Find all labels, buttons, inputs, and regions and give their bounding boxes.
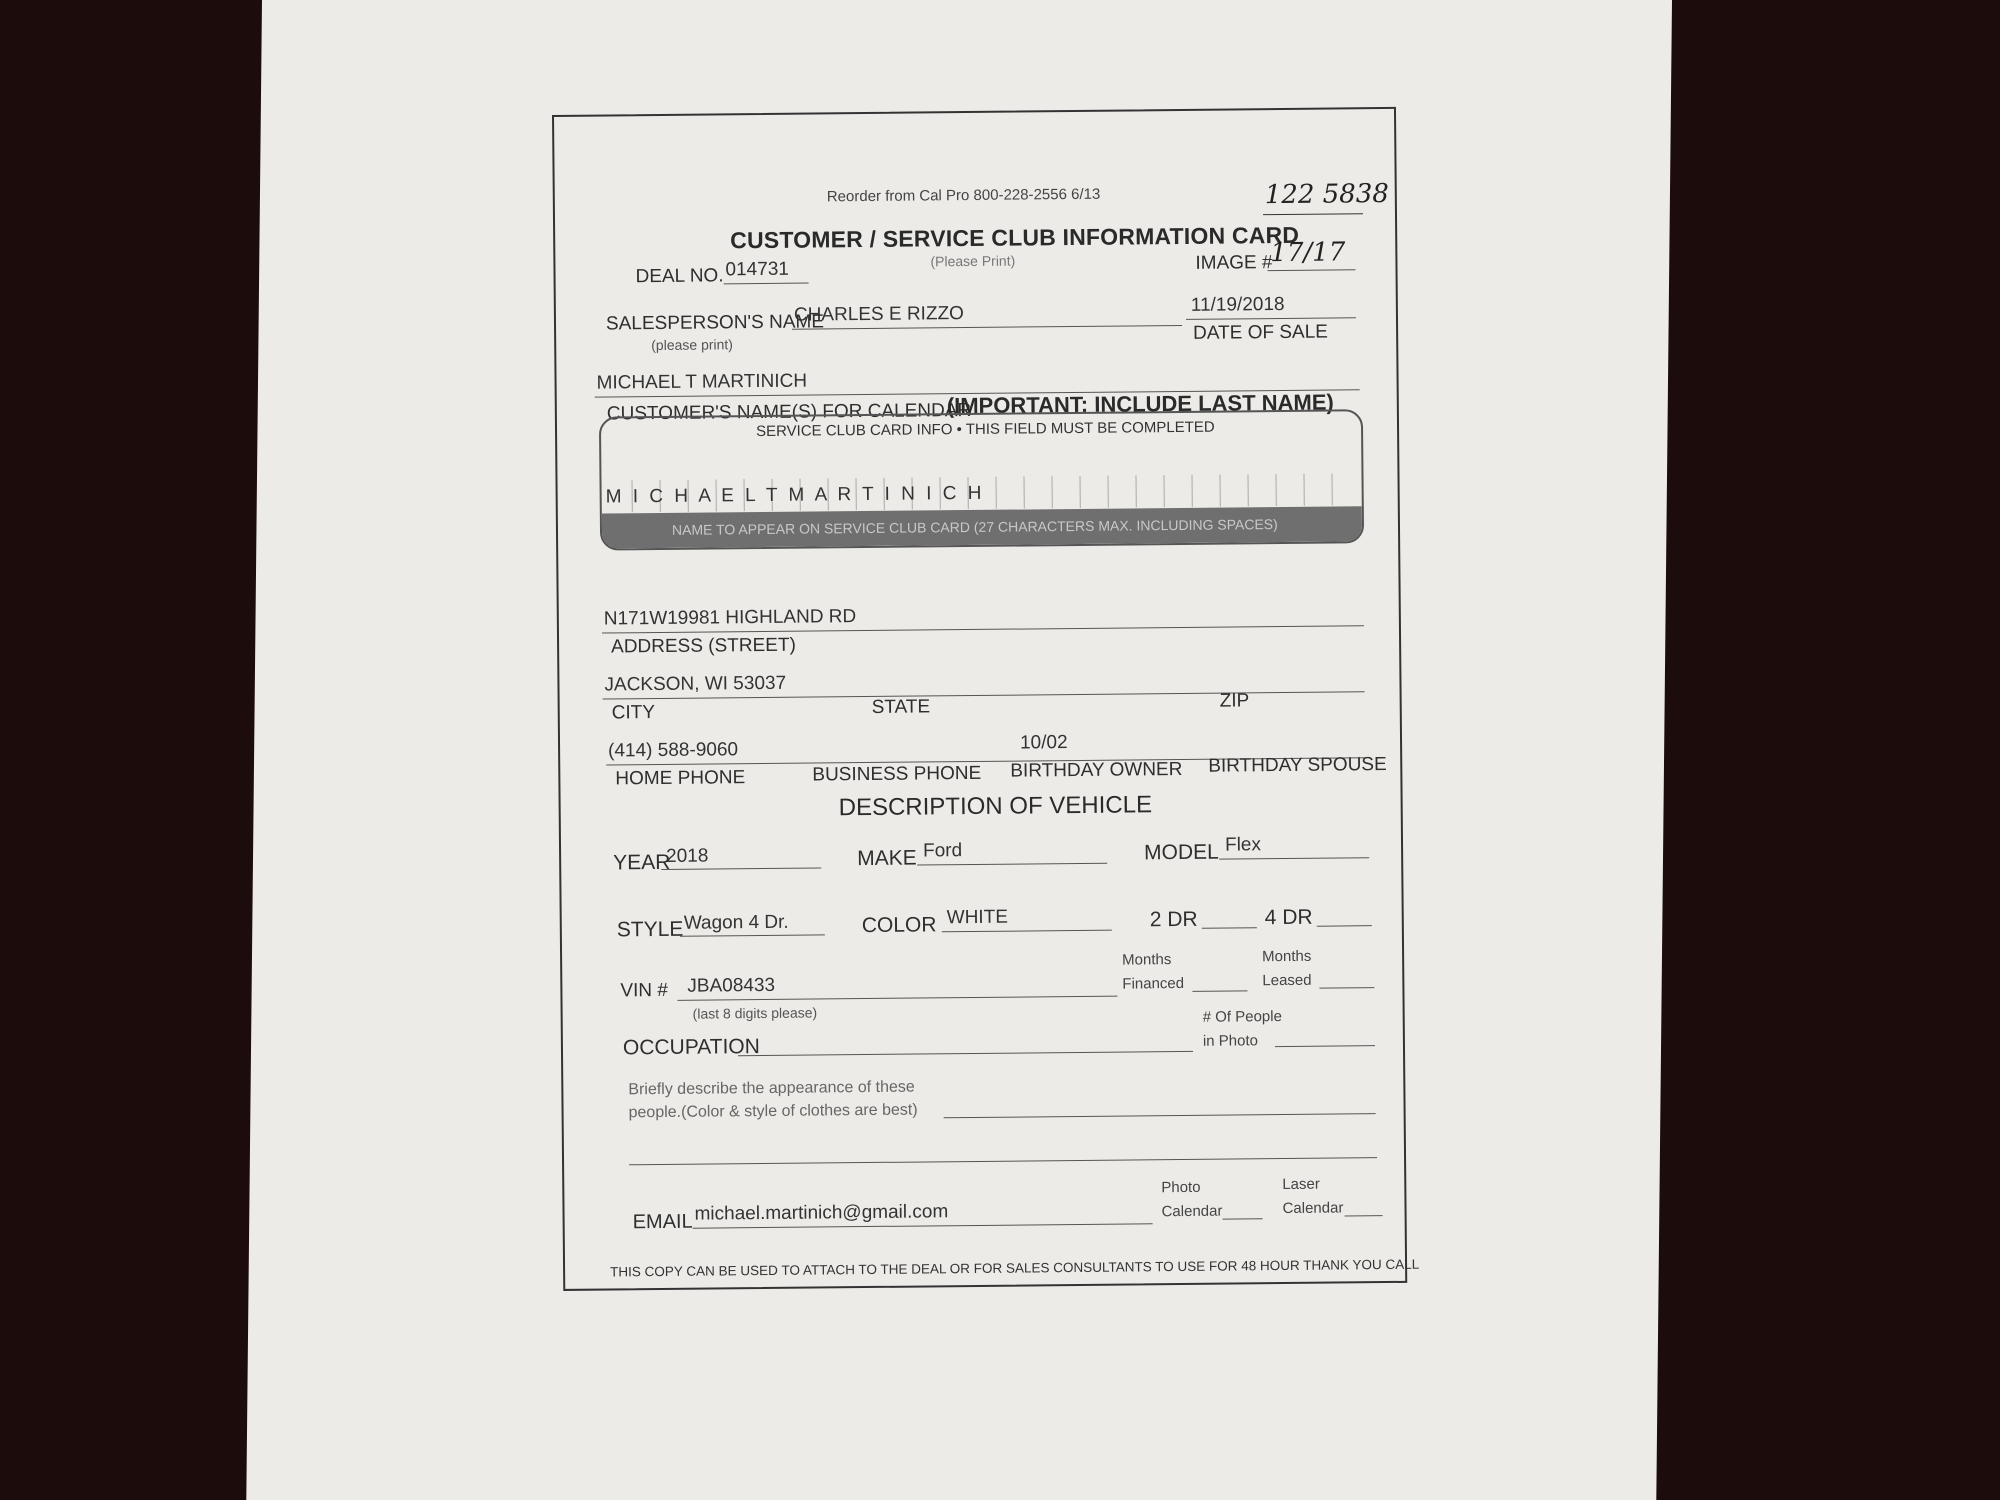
two-dr-line — [1202, 927, 1257, 929]
please-print-note: (Please Print) — [930, 252, 1016, 270]
months-leased-bottom: Leased — [1262, 971, 1312, 990]
birthday-owner-value: 10/02 — [1019, 732, 1068, 754]
vin-value: JBA08433 — [687, 974, 776, 997]
color-line — [942, 930, 1112, 933]
business-phone-label: BUSINESS PHONE — [812, 762, 982, 786]
date-of-sale-label: DATE OF SALE — [1193, 321, 1329, 344]
year-label: YEAR — [613, 850, 671, 875]
information-card — [552, 107, 1420, 1291]
deal-no-label: DEAL NO. — [635, 265, 724, 288]
vin-sub: (last 8 digits please) — [692, 1004, 818, 1022]
vehicle-heading: DESCRIPTION OF VEHICLE — [838, 791, 1153, 822]
people-in-photo-line — [1275, 1045, 1375, 1047]
describe-line-2: people.(Color & style of clothes are best) — [628, 1101, 918, 1122]
image-label: IMAGE # — [1195, 252, 1273, 274]
vin-label: VIN # — [620, 979, 669, 1002]
months-financed-line — [1192, 990, 1247, 992]
customer-name-value: MICHAEL T MARTINICH — [596, 370, 808, 394]
image-line — [1268, 269, 1356, 271]
months-financed-top: Months — [1122, 951, 1172, 969]
service-club-footer: NAME TO APPEAR ON SERVICE CLUB CARD (27 CHARACTERS MAX. INCLUDING SPACES) — [671, 516, 1278, 538]
color-label: COLOR — [861, 913, 937, 938]
important-note: (IMPORTANT: INCLUDE LAST NAME) — [946, 389, 1334, 419]
describe-extra-line — [629, 1157, 1377, 1165]
people-in-photo-top: # Of People — [1202, 1008, 1282, 1026]
salesperson-label: SALESPERSON'S NAME — [605, 311, 825, 335]
year-value: 2018 — [666, 845, 709, 867]
occupation-line — [738, 1051, 1193, 1056]
service-club-box — [599, 409, 1364, 550]
months-financed-bottom: Financed — [1122, 974, 1185, 993]
occupation-label: OCCUPATION — [622, 1035, 760, 1060]
service-club-header: SERVICE CLUB CARD INFO • THIS FIELD MUST BE COMPLETED — [755, 418, 1215, 441]
model-line — [1219, 857, 1369, 859]
address-label: ADDRESS (STREET) — [611, 634, 796, 658]
describe-line — [944, 1113, 1376, 1118]
handwritten-number: 122 5838 — [1264, 178, 1390, 211]
color-value: WHITE — [946, 906, 1009, 929]
months-leased-top: Months — [1262, 947, 1312, 966]
laser-calendar-top: Laser — [1282, 1175, 1320, 1194]
laser-calendar-line — [1345, 1215, 1383, 1216]
email-label: EMAIL — [632, 1210, 693, 1234]
describe-line-1: Briefly describe the appearance of these — [628, 1078, 915, 1099]
deal-no-value: 014731 — [725, 258, 789, 281]
style-line — [680, 934, 825, 936]
birthday-owner-label: BIRTHDAY OWNER — [1010, 758, 1183, 782]
reorder-note: Reorder from Cal Pro 800-228-2556 6/13 — [826, 185, 1101, 206]
zip-label: ZIP — [1219, 690, 1250, 712]
style-value: Wagon 4 Dr. — [683, 911, 789, 934]
home-phone-value: (414) 588-9060 — [608, 739, 739, 762]
year-line — [661, 867, 821, 870]
laser-calendar-bottom: Calendar — [1282, 1199, 1344, 1218]
customer-name-label: CUSTOMER'S NAME(S) FOR CALENDAR — [606, 399, 972, 425]
salesperson-sub: (please print) — [651, 336, 733, 354]
state-label: STATE — [871, 696, 931, 718]
make-line — [917, 863, 1107, 866]
date-of-sale-value: 11/19/2018 — [1190, 293, 1285, 316]
birthday-spouse-label: BIRTHDAY SPOUSE — [1208, 754, 1387, 777]
photo-calendar-bottom: Calendar — [1161, 1202, 1223, 1221]
address-value: N171W19981 HIGHLAND RD — [603, 606, 857, 630]
deal-no-line — [724, 283, 809, 285]
model-value: Flex — [1224, 834, 1262, 856]
home-phone-label: HOME PHONE — [615, 767, 746, 790]
photo-calendar-top: Photo — [1161, 1178, 1201, 1197]
city-label: CITY — [611, 702, 656, 724]
photo-calendar-line — [1223, 1218, 1263, 1219]
email-value: michael.martinich@gmail.com — [694, 1201, 949, 1225]
make-value: Ford — [922, 840, 963, 862]
salesperson-value: CHARLES E RIZZO — [793, 303, 965, 326]
image-value: 17/17 — [1270, 237, 1346, 269]
four-dr-line — [1317, 925, 1372, 927]
date-of-sale-line — [1186, 317, 1356, 320]
handwritten-underline — [1263, 213, 1363, 215]
city-value: JACKSON, WI 53037 — [604, 672, 787, 696]
service-club-name: M I C H A E L T M A R T I N I C H — [605, 482, 985, 508]
model-label: MODEL — [1143, 840, 1219, 865]
card-footer: THIS COPY CAN BE USED TO ATTACH TO THE DEAL OR FOR SALES CONSULTANTS TO USE FOR 48 HOUR THANK YOU CALL — [610, 1256, 1420, 1280]
people-in-photo-bottom: in Photo — [1202, 1032, 1259, 1050]
make-label: MAKE — [857, 846, 917, 871]
two-dr-label: 2 DR — [1149, 907, 1198, 932]
style-label: STYLE — [616, 917, 684, 942]
card-title: CUSTOMER / SERVICE CLUB INFORMATION CARD — [730, 221, 1300, 254]
four-dr-label: 4 DR — [1264, 905, 1313, 930]
service-club-bar — [602, 506, 1362, 548]
months-leased-line — [1319, 987, 1374, 989]
